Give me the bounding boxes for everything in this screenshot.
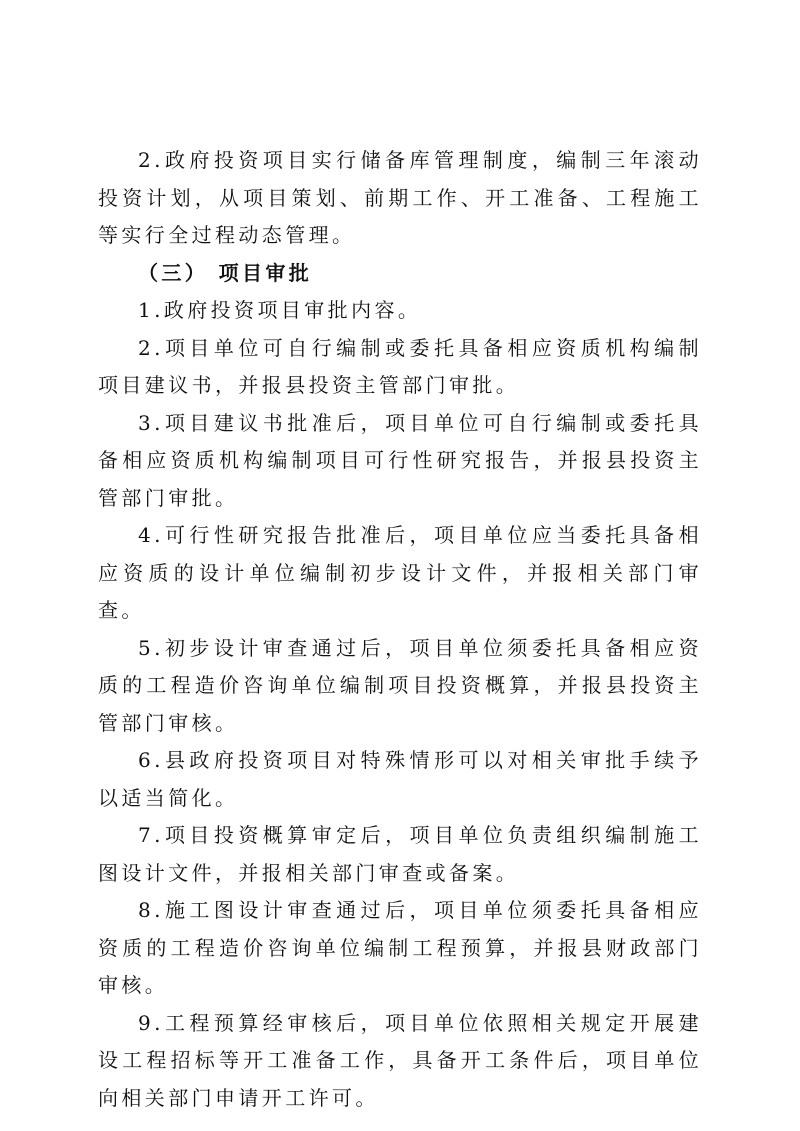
paragraph-6-simplification: 6.县政府投资项目对特殊情形可以对相关审批手续予以适当简化。: [98, 748, 702, 810]
section-heading-project-approval: （三） 项目审批: [138, 260, 313, 285]
paragraph-8-project-budget: 8.施工图设计审查通过后，项目单位须委托具备相应资质的工程造价咨询单位编制工程预算，并报县财政部门审核。: [98, 898, 702, 997]
paragraph-2-investment-reserve: 2.政府投资项目实行储备库管理制度，编制三年滚动投资计划，从项目策划、前期工作、开工准备、工程施工等实行全过程动态管理。: [98, 148, 702, 247]
paragraph-4-preliminary-design: 4.可行性研究报告批准后，项目单位应当委托具备相应资质的设计单位编制初步设计文件，并报相关部门审查。: [98, 523, 702, 622]
paragraph-5-budget-estimate: 5.初步设计审查通过后，项目单位须委托具备相应资质的工程造价咨询单位编制项目投资概算，并报县投资主管部门审核。: [98, 635, 702, 735]
paragraph-9-construction-permit: 9.工程预算经审核后，项目单位依照相关规定开展建设工程招标等开工准备工作，具备开工条件后，项目单位向相关部门申请开工许可。: [98, 1010, 702, 1110]
document-body: [98, 142, 702, 1117]
paragraph-2-proposal: 2.项目单位可自行编制或委托具备相应资质机构编制项目建议书，并报县投资主管部门审批。: [98, 335, 702, 397]
paragraph-3-feasibility-study: 3.项目建议书批准后，项目单位可自行编制或委托具备相应资质机构编制项目可行性研究报告，并报县投资主管部门审批。: [98, 410, 702, 510]
paragraph-7-construction-drawings: 7.项目投资概算审定后，项目单位负责组织编制施工图设计文件，并报相关部门审查或备案。: [98, 823, 702, 885]
paragraph-1-approval-content: 1.政府投资项目审批内容。: [138, 298, 422, 322]
